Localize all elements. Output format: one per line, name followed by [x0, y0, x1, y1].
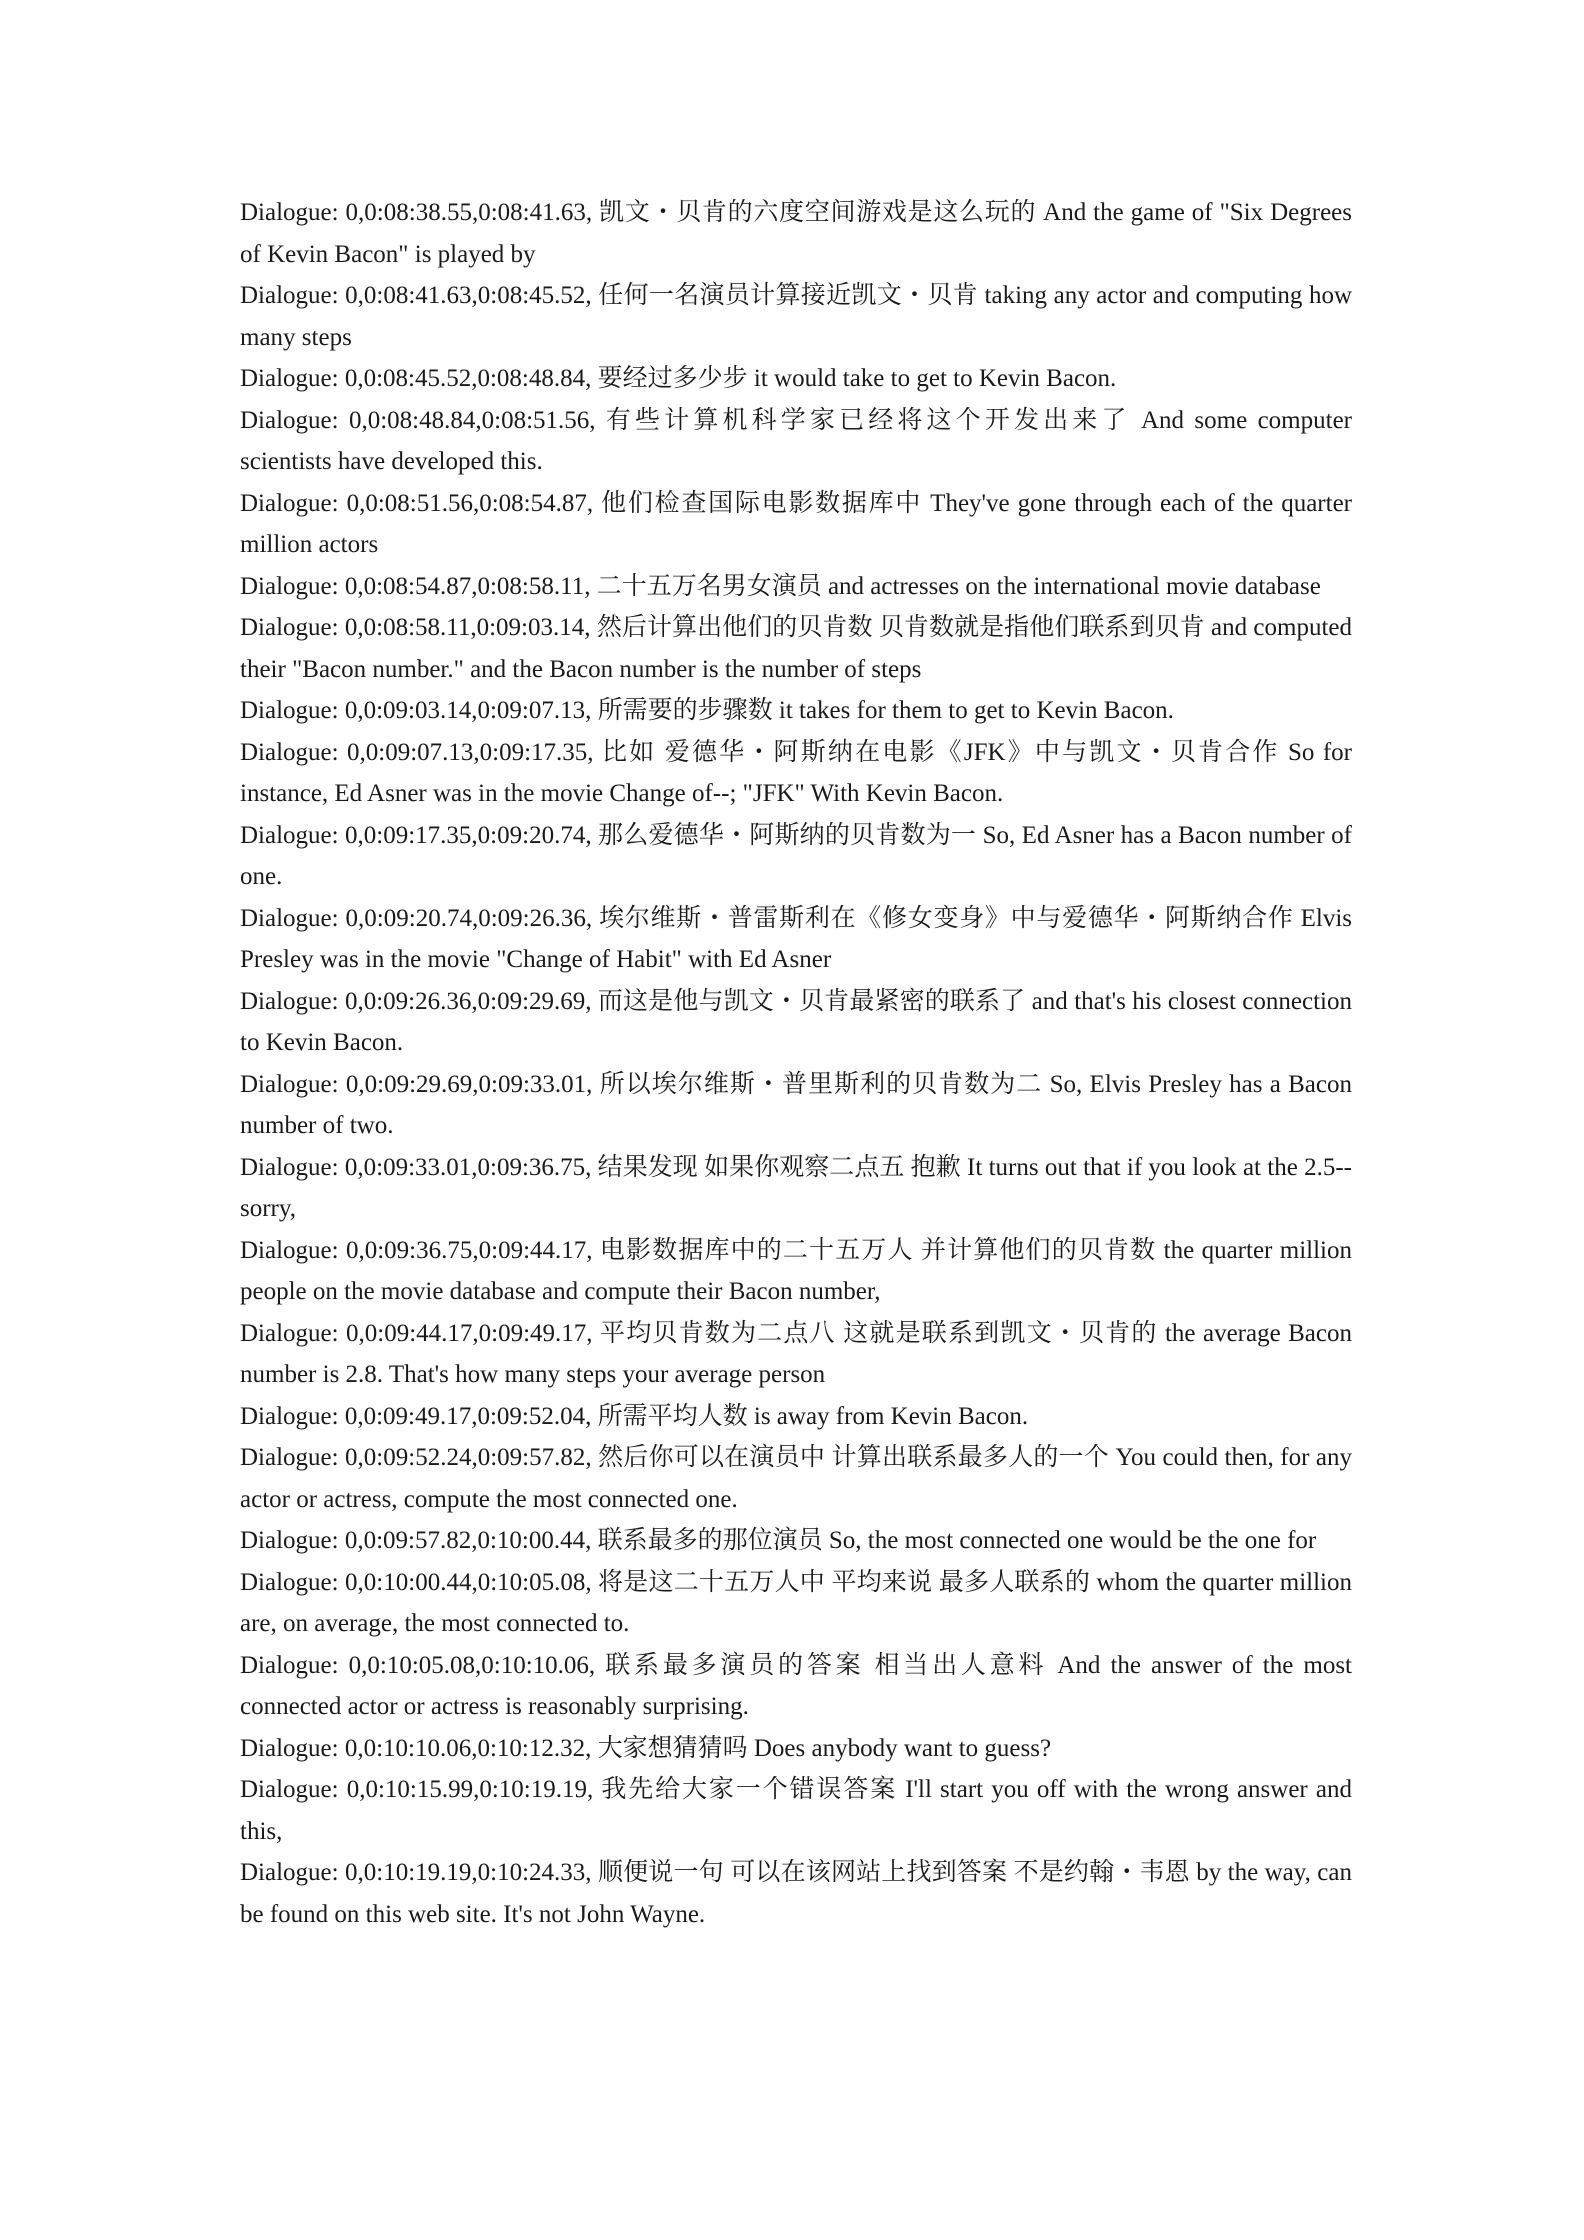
dialogue-line: Dialogue: 0,0:09:57.82,0:10:00.44, 联系最多的那位演员 So, the most connected one would be the one for	[240, 1527, 1317, 1554]
dialogue-line: Dialogue: 0,0:09:17.35,0:09:20.74, 那么爱德华・阿斯纳的贝肯数为一 So, Ed Asner has a Bacon number of one.	[240, 821, 1352, 890]
dialogue-line: Dialogue: 0,0:09:52.24,0:09:57.82, 然后你可以在演员中 计算出联系最多人的一个 You could then, for any actor or actress, compute the most connected one.	[240, 1444, 1352, 1513]
dialogue-line: Dialogue: 0,0:09:49.17,0:09:52.04, 所需平均人数 is away from Kevin Bacon.	[240, 1402, 1029, 1430]
dialogue-line: Dialogue: 0,0:09:03.14,0:09:07.13, 所需要的步骤数 it takes for them to get to Kevin Bacon.	[240, 697, 1174, 724]
dialogue-line: Dialogue: 0,0:08:58.11,0:09:03.14, 然后计算出他们的贝肯数 贝肯数就是指他们联系到贝肯 and computed their "Bacon number." and the Bacon number is the number of steps	[240, 614, 1352, 683]
dialogue-line: Dialogue: 0,0:10:19.19,0:10:24.33, 顺便说一句 可以在该网站上找到答案 不是约翰・韦恩 by the way, can be found on this web site. It's not John Wayne.	[240, 1859, 1352, 1928]
document-page	[240, 192, 1352, 1935]
dialogue-line: Dialogue: 0,0:09:26.36,0:09:29.69, 而这是他与凯文・贝肯最紧密的联系了 and that's his closest connection to Kevin Bacon.	[240, 987, 1352, 1056]
dialogue-line: Dialogue: 0,0:08:45.52,0:08:48.84, 要经过多少步 it would take to get to Kevin Bacon.	[240, 365, 1117, 392]
dialogue-line: Dialogue: 0,0:10:05.08,0:10:10.06, 联系最多演员的答案 相当出人意料 And the answer of the most connected actor or actress is reasonably surprising.	[240, 1651, 1352, 1720]
dialogue-line: Dialogue: 0,0:09:44.17,0:09:49.17, 平均贝肯数为二点八 这就是联系到凯文・贝肯的 the average Bacon number is 2.8. That's how many steps your average person	[240, 1319, 1352, 1388]
dialogue-line: Dialogue: 0,0:09:36.75,0:09:44.17, 电影数据库中的二十五万人 并计算他们的贝肯数 the quarter million people on the movie database and compute their Bacon number,	[240, 1236, 1352, 1305]
dialogue-line: Dialogue: 0,0:09:33.01,0:09:36.75, 结果发现 如果你观察二点五 抱歉 It turns out that if you look at the 2.5--sorry,	[240, 1153, 1352, 1222]
dialogue-line: Dialogue: 0,0:08:48.84,0:08:51.56, 有些计算机科学家已经将这个开发出来了 And some computer scientists have developed this.	[240, 406, 1352, 475]
dialogue-line: Dialogue: 0,0:08:38.55,0:08:41.63, 凯文・贝肯的六度空间游戏是这么玩的 And the game of "Six Degrees of Kevin Bacon" is played by	[240, 199, 1352, 268]
dialogue-line: Dialogue: 0,0:10:00.44,0:10:05.08, 将是这二十五万人中 平均来说 最多人联系的 whom the quarter million are, on average, the most connected to.	[240, 1568, 1352, 1637]
dialogue-line: Dialogue: 0,0:10:15.99,0:10:19.19, 我先给大家一个错误答案 I'll start you off with the wrong answer and this,	[240, 1776, 1352, 1845]
dialogue-line: Dialogue: 0,0:10:10.06,0:10:12.32, 大家想猜猜吗 Does anybody want to guess?	[240, 1734, 1052, 1762]
dialogue-line: Dialogue: 0,0:08:54.87,0:08:58.11, 二十五万名男女演员 and actresses on the international movie database	[240, 572, 1321, 600]
dialogue-line: Dialogue: 0,0:09:29.69,0:09:33.01, 所以埃尔维斯・普里斯利的贝肯数为二 So, Elvis Presley has a Bacon number of two.	[240, 1070, 1352, 1139]
dialogue-line: Dialogue: 0,0:08:51.56,0:08:54.87, 他们检查国际电影数据库中 They've gone through each of the quarter million actors	[240, 489, 1352, 558]
dialogue-line: Dialogue: 0,0:08:41.63,0:08:45.52, 任何一名演员计算接近凯文・贝肯 taking any actor and computing how many steps	[240, 282, 1352, 351]
dialogue-line: Dialogue: 0,0:09:20.74,0:09:26.36, 埃尔维斯・普雷斯利在《修女变身》中与爱德华・阿斯纳合作 Elvis Presley was in the movie "Change of Habit" with Ed Asner	[240, 904, 1352, 973]
dialogue-line: Dialogue: 0,0:09:07.13,0:09:17.35, 比如 爱德华・阿斯纳在电影《JFK》中与凯文・贝肯合作 So for instance, Ed Asner was in the movie Change of--; "JFK" With Kevin Bacon.	[240, 738, 1352, 807]
